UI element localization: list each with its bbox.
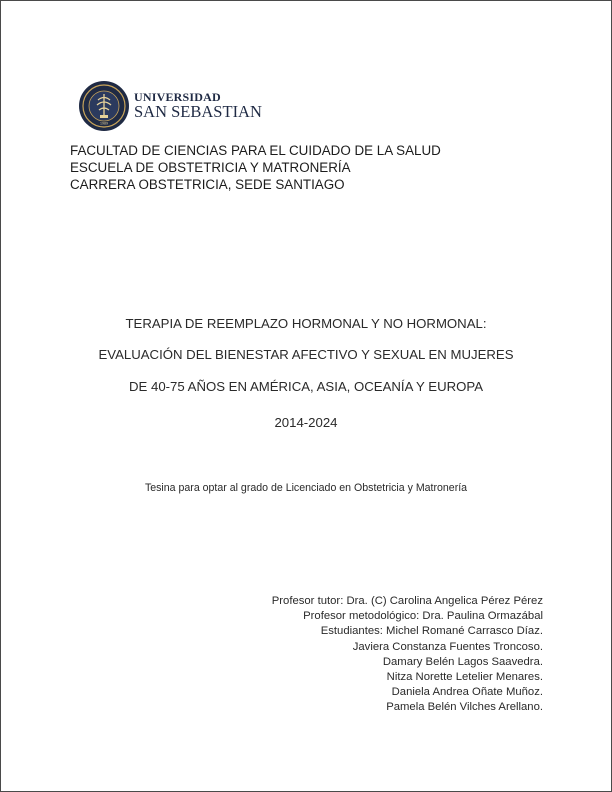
student-line: Nitza Norette Letelier Menares. (386, 671, 543, 684)
authors-block (272, 594, 543, 716)
university-seal-icon (78, 80, 130, 132)
methodology-professor-line: Profesor metodológico: Dra. Paulina Ormazábal (303, 610, 543, 623)
student-line: Estudiantes: Michel Romané Carrasco Díaz. (320, 625, 543, 638)
student-line: Daniela Andrea Oñate Muñoz. (391, 686, 543, 699)
university-logo (78, 78, 262, 134)
faculty-line: FACULTAD DE CIENCIAS PARA EL CUIDADO DE LA SALUD (70, 143, 441, 158)
svg-text:1989: 1989 (100, 121, 108, 126)
title-line-3: DE 40-75 AÑOS EN AMÉRICA, ASIA, OCEANÍA Y EUROPA (129, 379, 483, 394)
degree-subtitle: Tesina para optar al grado de Licenciado en Obstetricia y Matronería (144, 482, 468, 494)
logo-line-university: UNIVERSIDAD (134, 90, 221, 105)
student-line: Damary Belén Lagos Saavedra. (382, 655, 543, 668)
student-line: Javiera Constanza Fuentes Troncoso. (352, 640, 543, 653)
logo-line-name: SAN SEBASTIAN (134, 102, 262, 122)
title-line-1: TERAPIA DE REEMPLAZO HORMONAL Y NO HORMONAL: (125, 316, 487, 331)
career-line: CARRERA OBSTETRICIA, SEDE SANTIAGO (70, 177, 345, 192)
student-line: Pamela Belén Vilches Arellano. (386, 701, 543, 714)
tutor-line: Profesor tutor: Dra. (C) Carolina Angelica Pérez Pérez (271, 595, 543, 607)
title-years: 2014-2024 (274, 415, 338, 430)
school-line: ESCUELA DE OBSTETRICIA Y MATRONERÍA (70, 160, 351, 175)
title-line-2: EVALUACIÓN DEL BIENESTAR AFECTIVO Y SEXUAL EN MUJERES (98, 347, 514, 362)
faculty-header (70, 142, 441, 193)
